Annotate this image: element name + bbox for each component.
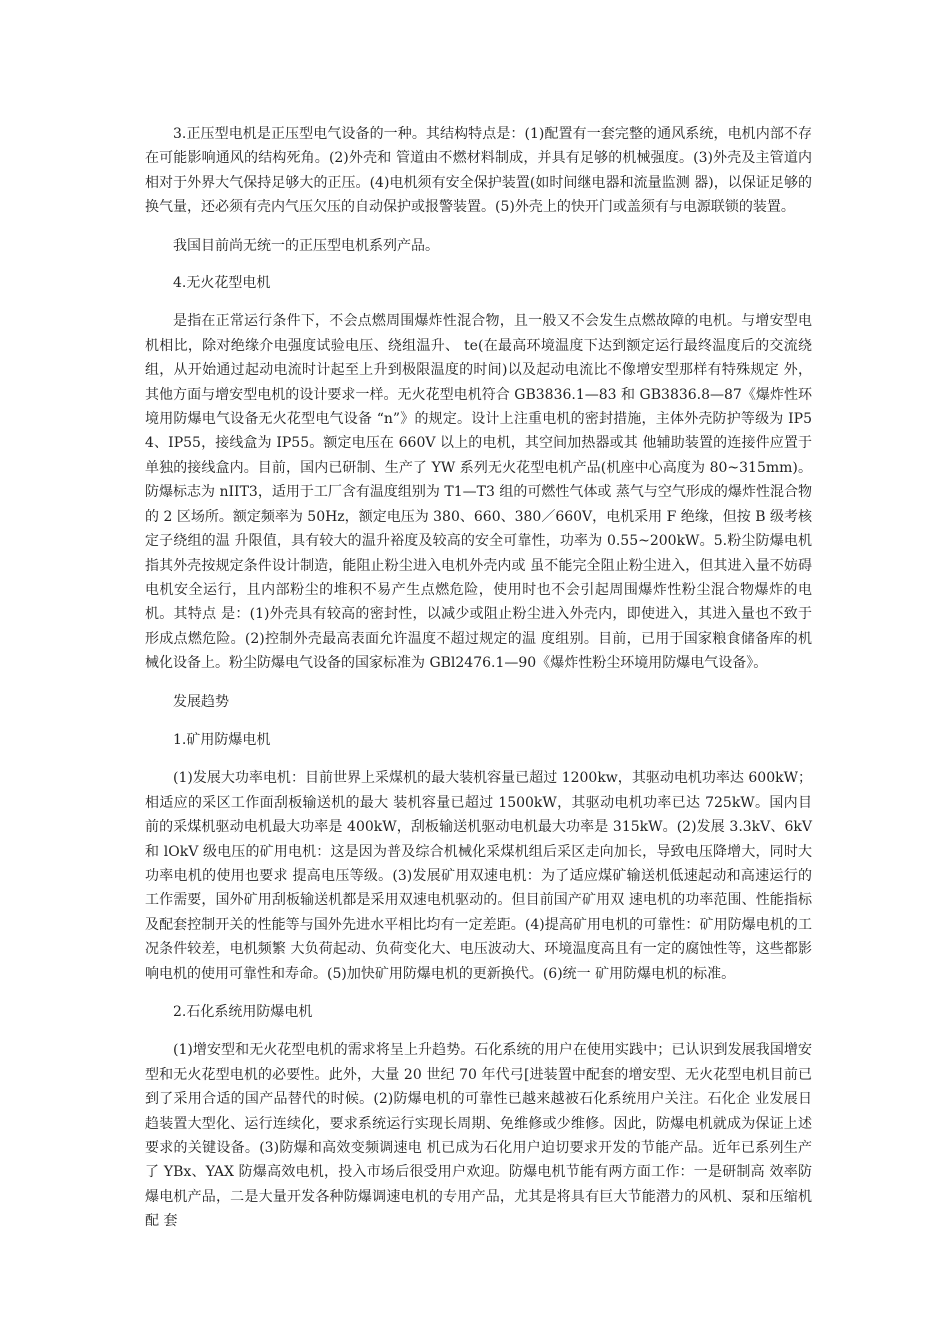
paragraph-positive-pressure-motor: 3.正压型电机是正压型电气设备的一种。其结构特点是：(1)配置有一套完整的通风系统，电机内部不存在可能影响通风的结构死角。(2)外壳和 管道由不燃材料制成，并具有足够的机械强度。(3)外壳及主管道内相对于外界大气保持足够大的正压。(4)电机须有安全保护装置(如时间继电器和流量监测 器)，以保证足够的换气量，还必须有壳内气压欠压的自动保护或报警装置。(5)外壳上的快开门或盖须有与电源联锁的装置。 (145, 126, 812, 216)
heading-development-trends: 发展趋势 (173, 693, 229, 710)
heading-petrochemical-motor: 2.石化系统用防爆电机 (173, 1004, 313, 1020)
paragraph-non-sparking-motor: 是指在正常运行条件下，不会点燃周围爆炸性混合物，且一般又不会发生点燃故障的电机。与增安型电机相比，除对绝缘介电强度试验电压、绕组温升、 te(在最高环境温度下达到额定运行最终温度后的交流绕组，从开始通过起动电流时计起至上升到极限温度的时间)以及起动电流比不像增安型那样有特殊规定 外，其他方面与增安型电机的设计要求一样。无火花型电机符合 GB3836.1—83 和 GB3836.8—87《爆炸性环境用防爆电气设备无火花型电气设备 “n”》的规定。设计上注重电机的密封措施，主体外壳防护等级为 IP54、IP55，接线盒为 IP55。额定电压在 660V 以上的电机，其空间加热器或其 他辅助装置的连接件应置于单独的接线盒内。目前，国内已研制、生产了 YW 系列无火花型电机产品(机座中心高度为 80~315mm)。防爆标志为 nIIT3，适用于工厂含有温度组别为 T1—T3 组的可燃性气体或 蒸气与空气形成的爆炸性混合物的 2 区场所。额定频率为 50Hz，额定电压为 380、660、380／660V，电机采用 F 绝缘，但按 B 级考核定子绕组的温 升限值，具有较大的温升裕度及较高的安全可靠性，功率为 0.55~200kW。5.粉尘防爆电机指其外壳按规定条件设计制造，能阻止粉尘进入电机外壳内或 虽不能完全阻止粉尘进入，但其进入量不妨碍电机安全运行，且内部粉尘的堆积不易产生点燃危险，使用时也不会引起周围爆炸性粉尘混合物爆炸的电机。其特点 是：(1)外壳具有较高的密封性，以减少或阻止粉尘进入外壳内，即使进入，其进入量也不致于形成点燃危险。(2)控制外壳最高表面允许温度不超过规定的温 度组别。目前，已用于国家粮食储备库的机械化设备上。粉尘防爆电气设备的国家标准为 GBl2476.1—90《爆炸性粉尘环境用防爆电气设备》。 (145, 313, 812, 672)
document-body (145, 122, 812, 1248)
heading-non-sparking-motor: 4.无火花型电机 (173, 275, 271, 292)
paragraph-mining-motor: (1)发展大功率电机：目前世界上采煤机的最大装机容量已超过 1200kw，其驱动电机功率达 600kW；相适应的采区工作面刮板输送机的最大 装机容量已超过 1500kW，其驱动电机功率已达 725kW。国内目前的采煤机驱动电机最大功率是 400kW，刮板输送机驱动电机最大功率是 315kW。(2)发展 3.3kV、6kV 和 lOkV 级电压的矿用电机：这是因为普及综合机械化采煤机组后采区走向加长，导致电压降增大，同时大功率电机的使用也要求 提高电压等级。(3)发展矿用双速电机：为了适应煤矿输送机低速起动和高速运行的工作需要，国外矿用刮板输送机都是采用双速电机驱动的。但目前国产矿用双 速电机的功率范围、性能指标及配套控制开关的性能等与国外先进水平相比均有一定差距。(4)提高矿用电机的可靠性：矿用防爆电机的工况条件较差，电机频繁 大负荷起动、负荷变化大、电压波动大、环境温度高且有一定的腐蚀性等，这些都影响电机的使用可靠性和寿命。(5)加快矿用防爆电机的更新换代。(6)统一 矿用防爆电机的标准。 (145, 770, 812, 982)
paragraph-no-unified-series: 我国目前尚无统一的正压型电机系列产品。 (173, 237, 439, 254)
paragraph-petrochemical-motor: (1)增安型和无火花型电机的需求将呈上升趋势。石化系统的用户在使用实践中；已认识到发展我国增安型和无火花型电机的必要性。此外，大量 20 世纪 70 年代弓[进装置中配套的增安型、无火花型电机目前已到了采用合适的国产品替代的时候。(2)防爆电机的可靠性已越来越被石化系统用户关注。石化企 业发展日趋装置大型化、运行连续化，要求系统运行实现长周期、免维修或少维修。因此，防爆电机就成为保证上述要求的关键设备。(3)防爆和高效变频调速电 机已成为石化用户迫切要求开发的节能产品。近年已系列生产了 YBx、YAX 防爆高效电机，投入市场后很受用户欢迎。防爆电机节能有两方面工作：一是研制高 效率防爆电机产品，二是大量开发各种防爆调速电机的专用产品，尤其是将具有巨大节能潜力的风机、泵和压缩机配 套 (145, 1042, 812, 1230)
heading-mining-motor: 1.矿用防爆电机 (173, 731, 271, 748)
